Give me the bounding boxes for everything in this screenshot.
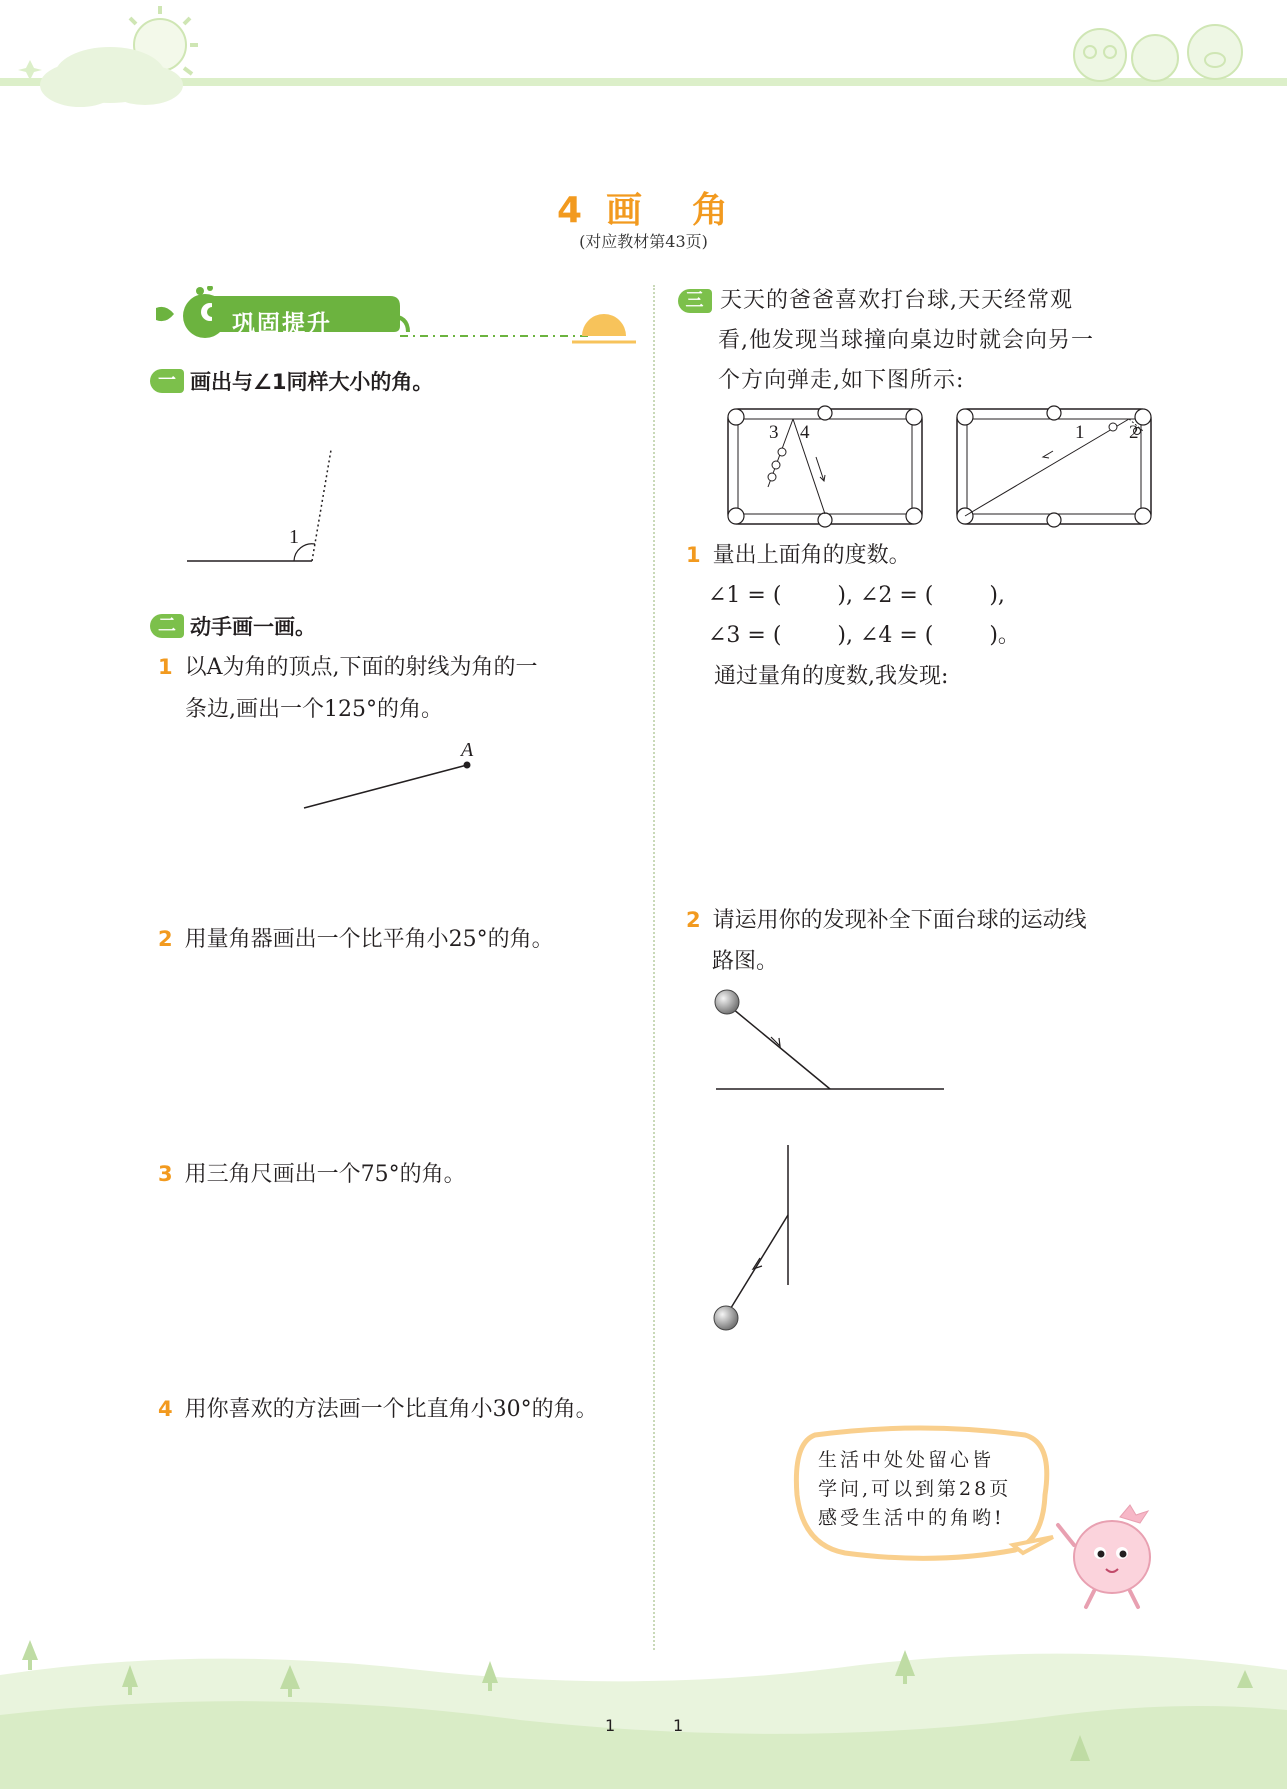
question-3-2 [686, 899, 1087, 942]
section-2-tag: 二 [150, 614, 184, 638]
question-2-3 [158, 1153, 466, 1196]
question-2-1-line-2: 条边,画出一个125°的角。 [185, 697, 443, 722]
bubble-line-1: 生活中处处留心皆 [818, 1449, 995, 1471]
sun-cloud-icon [18, 6, 198, 107]
angle-1-label: 1 [289, 526, 299, 548]
sunset-icon [572, 314, 636, 346]
banner-label: 巩固提升 [232, 311, 332, 337]
section-3-tag: 三 [678, 289, 712, 313]
angle-2-table-label: 2 [1129, 422, 1139, 443]
section-3-line-1 [678, 281, 1073, 321]
title-char-1: 画 [606, 190, 645, 231]
ball-path-figure-1 [705, 985, 955, 1095]
page-subtitle: (对应教材第43页) [579, 232, 708, 251]
question-2-4-number: 4 [158, 1397, 173, 1421]
mascot-icon [1050, 1495, 1170, 1615]
ray-a-figure [300, 738, 490, 818]
question-3-1-number: 1 [686, 543, 701, 567]
section-1-tag: 一 [150, 369, 184, 393]
angle-answer-row-1: ∠1 = ( ), ∠2 = ( ), [708, 583, 1005, 608]
question-2-4-text: 用你喜欢的方法画一个比直角小30°的角。 [184, 1397, 598, 1422]
page-title [0, 182, 1287, 233]
page-number-right: 1 [673, 1716, 684, 1735]
question-2-2 [158, 918, 554, 961]
question-2-2-number: 2 [158, 927, 173, 951]
ball-path-figure-2 [705, 1140, 825, 1340]
billiard-table-1 [724, 405, 929, 530]
animal-friends-icon [1074, 25, 1242, 81]
angle-1-figure [180, 440, 340, 570]
question-3-1-text: 量出上面角的度数。 [712, 543, 911, 568]
column-divider [653, 285, 655, 1650]
bubble-line-3: 感受生活中的角哟! [818, 1507, 1005, 1529]
billiard-ball [715, 990, 739, 1014]
question-2-4 [158, 1388, 598, 1431]
question-2-1-number: 1 [158, 655, 173, 679]
section-2-heading [150, 611, 316, 641]
title-number: 4 [556, 190, 585, 231]
section-1-title: 画出与∠1同样大小的角。 [190, 370, 434, 394]
question-2-1-line-1: 以A为角的顶点,下面的射线为角的一 [184, 655, 538, 680]
section-2-title: 动手画一画。 [190, 615, 316, 639]
discovery-prompt: 通过量角的度数,我发现: [714, 664, 949, 689]
question-3-2-number: 2 [686, 908, 701, 932]
bubble-line-2: 学问,可以到第28页 [818, 1478, 1012, 1500]
page-number-left: 1 [605, 1716, 616, 1735]
billiard-ball [714, 1306, 738, 1330]
section-3-line-2: 看,他发现当球撞向桌边时就会向另一 [718, 328, 1094, 353]
section-1-heading [150, 366, 433, 396]
angle-answer-row-2: ∠3 = ( ), ∠4 = ( )。 [708, 623, 1020, 648]
question-2-2-text: 用量角器画出一个比平角小25°的角。 [184, 927, 554, 952]
question-2-3-text: 用三角尺画出一个75°的角。 [184, 1162, 466, 1187]
question-2-3-number: 3 [158, 1162, 173, 1186]
section-banner [150, 286, 640, 346]
section-3-line-3: 个方向弹走,如下图所示: [718, 368, 965, 393]
question-3-2-line-2: 路图。 [712, 949, 779, 974]
billiard-table-2 [953, 405, 1158, 530]
angle-3-label: 3 [769, 422, 779, 443]
question-3-1 [686, 534, 911, 577]
question-2-1 [158, 646, 538, 689]
question-3-2-line-1: 请运用你的发现补全下面台球的运动线 [712, 908, 1087, 933]
title-char-2: 角 [692, 190, 731, 231]
section-3-text-1: 天天的爸爸喜欢打台球,天天经常观 [720, 288, 1073, 313]
angle-4-label: 4 [800, 422, 810, 443]
point-a-label: A [461, 739, 474, 761]
angle-1-table-label: 1 [1075, 422, 1085, 443]
footer-landscape [0, 1625, 1287, 1789]
header-decoration [0, 0, 1287, 120]
